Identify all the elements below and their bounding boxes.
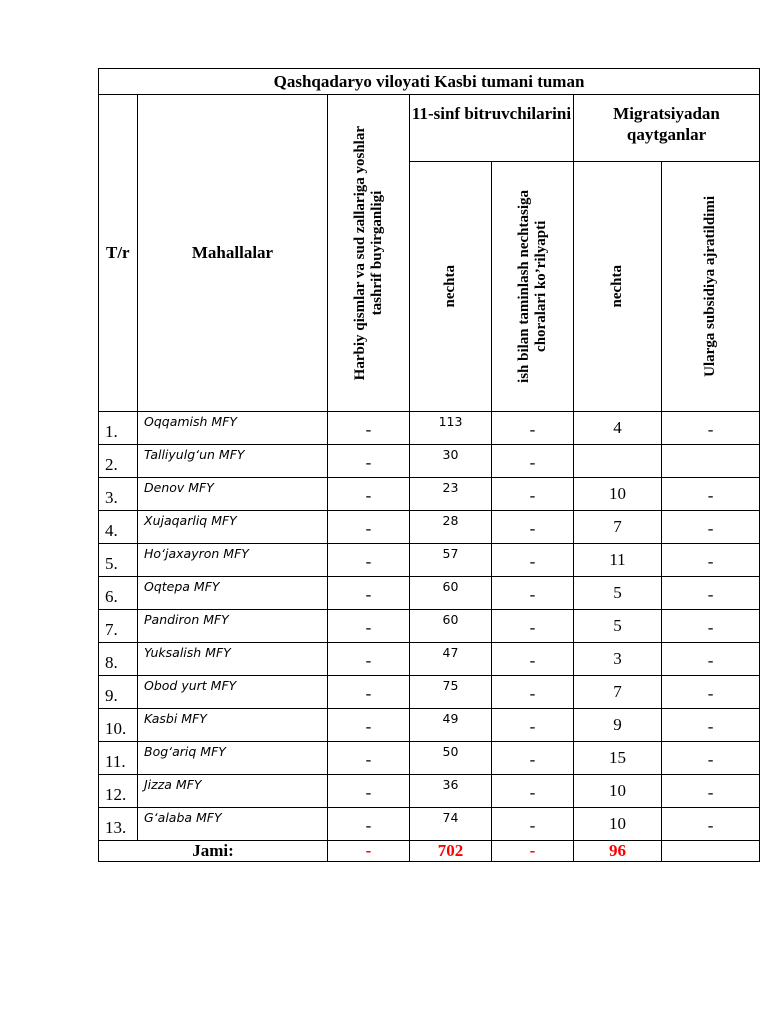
- row-ish: -: [492, 709, 574, 742]
- row-subsidiya: -: [662, 742, 760, 775]
- row-subsidiya: -: [662, 775, 760, 808]
- row-ish: -: [492, 742, 574, 775]
- row-harbiy: -: [328, 775, 410, 808]
- row-migr-nechta: 4: [574, 412, 662, 445]
- header-harbiy-line2: tashrif buyirganligi: [368, 190, 385, 316]
- row-subsidiya: -: [662, 412, 760, 445]
- row-subsidiya: -: [662, 478, 760, 511]
- table-row: [99, 577, 760, 610]
- header-sinf-nechta: [410, 162, 492, 412]
- header-ish-line1: ish bilan taminlash nechtasiga: [515, 190, 532, 383]
- row-sinf-nechta: 36: [410, 775, 492, 808]
- row-subsidiya: -: [662, 808, 760, 841]
- row-migr-nechta: 10: [574, 808, 662, 841]
- table-row: [99, 610, 760, 643]
- header-subsidiya: [662, 162, 760, 412]
- row-migr-nechta: 3: [574, 643, 662, 676]
- row-migr-nechta: 5: [574, 610, 662, 643]
- total-label: Jami:: [99, 841, 328, 862]
- header-migr-nechta: [574, 162, 662, 412]
- row-ish: -: [492, 643, 574, 676]
- row-ish: -: [492, 610, 574, 643]
- row-harbiy: -: [328, 478, 410, 511]
- row-ish: -: [492, 808, 574, 841]
- row-subsidiya: -: [662, 511, 760, 544]
- table-row: [99, 709, 760, 742]
- row-subsidiya: -: [662, 610, 760, 643]
- row-migr-nechta: 10: [574, 775, 662, 808]
- row-sinf-nechta: 113: [410, 412, 492, 445]
- header-tr: T/r: [99, 95, 138, 412]
- table-row: [99, 511, 760, 544]
- header-group-11sinf: 11-sinf bitruvchilarini: [410, 95, 574, 162]
- row-ish: -: [492, 544, 574, 577]
- row-sinf-nechta: 28: [410, 511, 492, 544]
- row-sinf-nechta: 60: [410, 610, 492, 643]
- row-number: 11.: [99, 742, 138, 775]
- row-number: 8.: [99, 643, 138, 676]
- row-number: 1.: [99, 412, 138, 445]
- row-ish: -: [492, 775, 574, 808]
- row-subsidiya: -: [662, 676, 760, 709]
- row-sinf-nechta: 30: [410, 445, 492, 478]
- row-subsidiya: [662, 445, 760, 478]
- row-migr-nechta: 9: [574, 709, 662, 742]
- header-group-migratsiya: Migratsiyadan qaytganlar: [574, 95, 760, 162]
- row-ish: -: [492, 412, 574, 445]
- row-harbiy: -: [328, 676, 410, 709]
- header-ish-line2: choralari ko’rilyapti: [532, 220, 549, 353]
- row-name: Xujaqarliq MFY: [138, 511, 328, 544]
- row-name: Pandiron MFY: [138, 610, 328, 643]
- row-harbiy: -: [328, 544, 410, 577]
- row-sinf-nechta: 60: [410, 577, 492, 610]
- data-table: [98, 68, 760, 862]
- row-harbiy: -: [328, 643, 410, 676]
- header-ish: [492, 162, 574, 412]
- total-sinf-nechta: 702: [410, 841, 492, 862]
- row-migr-nechta: 10: [574, 478, 662, 511]
- table-row: [99, 445, 760, 478]
- header-migr-nechta-text: nechta: [609, 265, 625, 308]
- row-number: 9.: [99, 676, 138, 709]
- row-sinf-nechta: 47: [410, 643, 492, 676]
- row-sinf-nechta: 50: [410, 742, 492, 775]
- row-number: 12.: [99, 775, 138, 808]
- row-sinf-nechta: 74: [410, 808, 492, 841]
- row-harbiy: -: [328, 412, 410, 445]
- row-ish: -: [492, 445, 574, 478]
- table-row: [99, 742, 760, 775]
- header-sinf-nechta-text: nechta: [442, 265, 458, 308]
- row-harbiy: -: [328, 445, 410, 478]
- row-name: Oqqamish MFY: [138, 412, 328, 445]
- table-row: [99, 412, 760, 445]
- row-subsidiya: -: [662, 577, 760, 610]
- row-migr-nechta: [574, 445, 662, 478]
- row-name: Ho‘jaxayron MFY: [138, 544, 328, 577]
- row-harbiy: -: [328, 577, 410, 610]
- row-ish: -: [492, 511, 574, 544]
- row-number: 5.: [99, 544, 138, 577]
- table-row: [99, 478, 760, 511]
- row-harbiy: -: [328, 511, 410, 544]
- row-number: 3.: [99, 478, 138, 511]
- row-number: 4.: [99, 511, 138, 544]
- row-number: 10.: [99, 709, 138, 742]
- row-name: Oqtepa MFY: [138, 577, 328, 610]
- total-harbiy: -: [328, 841, 410, 862]
- table-row: [99, 808, 760, 841]
- table-row: [99, 775, 760, 808]
- row-migr-nechta: 7: [574, 511, 662, 544]
- total-subsidiya: [662, 841, 760, 862]
- row-subsidiya: -: [662, 643, 760, 676]
- row-name: Obod yurt MFY: [138, 676, 328, 709]
- table-row: [99, 544, 760, 577]
- total-ish: -: [492, 841, 574, 862]
- header-harbiy: [328, 95, 410, 412]
- table-title: Qashqadaryo viloyati Kasbi tumani tuman: [99, 69, 760, 95]
- row-sinf-nechta: 75: [410, 676, 492, 709]
- header-harbiy-line1: Harbiy qismlar va sud zallariga yoshlar: [351, 125, 368, 381]
- row-number: 2.: [99, 445, 138, 478]
- row-harbiy: -: [328, 742, 410, 775]
- header-subsidiya-text: Ularga subsidiya ajratildimi: [702, 196, 719, 377]
- row-name: G‘alaba MFY: [138, 808, 328, 841]
- header-mahallalar: Mahallalar: [138, 95, 328, 412]
- row-number: 6.: [99, 577, 138, 610]
- row-ish: -: [492, 577, 574, 610]
- table-row: [99, 676, 760, 709]
- row-migr-nechta: 5: [574, 577, 662, 610]
- row-number: 7.: [99, 610, 138, 643]
- row-name: Jizza MFY: [138, 775, 328, 808]
- total-row: [99, 841, 760, 862]
- row-number: 13.: [99, 808, 138, 841]
- row-name: Kasbi MFY: [138, 709, 328, 742]
- row-migr-nechta: 15: [574, 742, 662, 775]
- row-migr-nechta: 11: [574, 544, 662, 577]
- total-migr-nechta: 96: [574, 841, 662, 862]
- row-name: Yuksalish MFY: [138, 643, 328, 676]
- row-name: Denov MFY: [138, 478, 328, 511]
- row-ish: -: [492, 676, 574, 709]
- row-sinf-nechta: 23: [410, 478, 492, 511]
- row-subsidiya: -: [662, 709, 760, 742]
- row-harbiy: -: [328, 709, 410, 742]
- row-name: Bog‘ariq MFY: [138, 742, 328, 775]
- row-sinf-nechta: 49: [410, 709, 492, 742]
- row-sinf-nechta: 57: [410, 544, 492, 577]
- row-harbiy: -: [328, 808, 410, 841]
- table-row: [99, 643, 760, 676]
- row-ish: -: [492, 478, 574, 511]
- row-name: Talliyulg‘un MFY: [138, 445, 328, 478]
- row-migr-nechta: 7: [574, 676, 662, 709]
- row-subsidiya: -: [662, 544, 760, 577]
- row-harbiy: -: [328, 610, 410, 643]
